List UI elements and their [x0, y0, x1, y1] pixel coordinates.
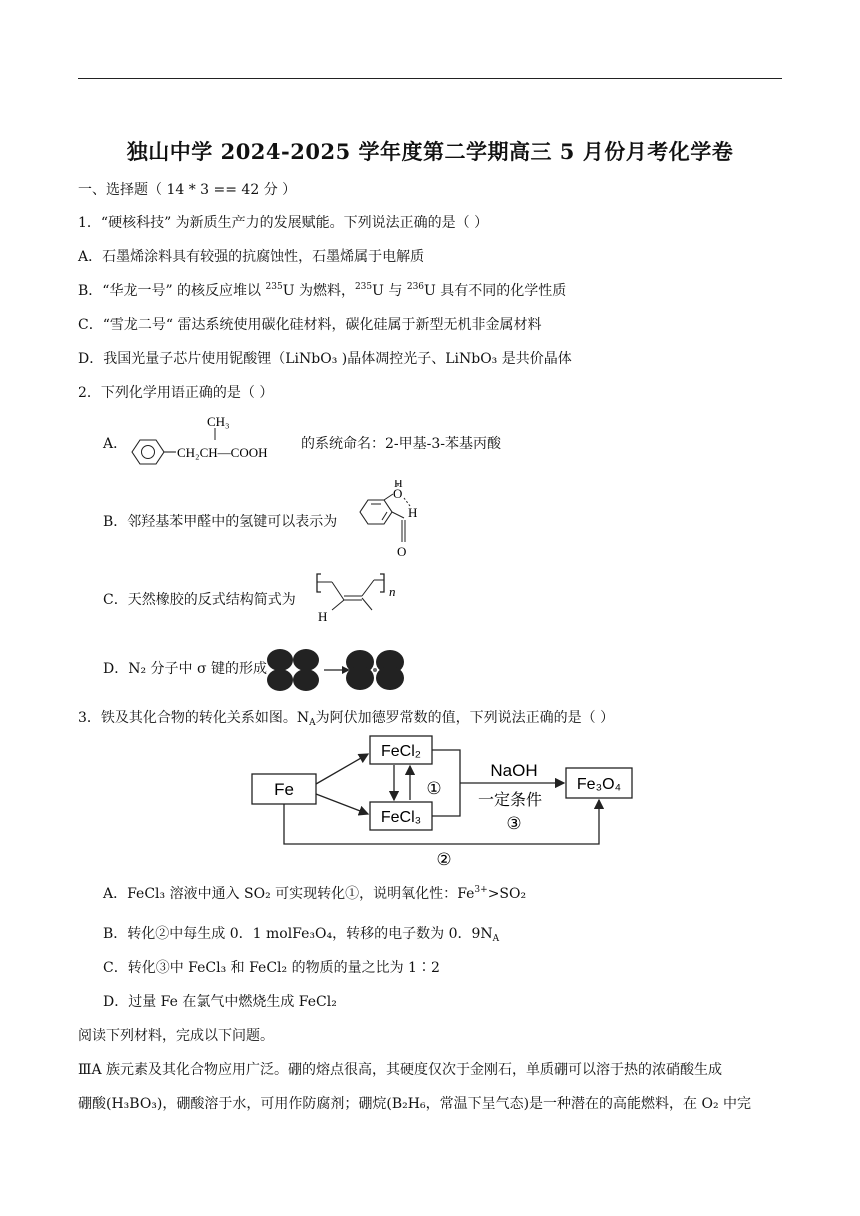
q1-option-d: D．我国光量子芯片使用铌酸锂（LiNbO₃ )晶体凋控光子、LiNbO₃ 是共价晶体: [78, 351, 572, 367]
condition-label: 一定条件: [477, 790, 543, 809]
q3-option-a: A．FeCl₃ 溶液中通入 SO₂ 可实现转化①，说明氧化性：$Fe^{3+}>SO_2$: [103, 885, 527, 902]
q2-b-structure: [352, 480, 422, 560]
circle-3: ③: [506, 814, 522, 834]
circle-2: ②: [436, 850, 452, 868]
header-rule: [78, 78, 782, 79]
q1-option-c: C．“雪龙二号“ 雷达系统使用碳化硅材料，碳化硅属于新型无机非金属材料: [78, 317, 542, 333]
q2-c-h: H: [318, 609, 328, 624]
q2-option-b-text: B．邻羟基苯甲醛中的氢键可以表示为: [103, 514, 338, 530]
q1-option-b: B．“华龙一号” 的核反应堆以 $^{235}$U 为燃料，$^{235}$U 与 $^{236}$U 具有不同的化学性质: [78, 282, 567, 299]
q2-d-orbital-diagram: [266, 648, 416, 692]
q2-c-n: n: [389, 584, 396, 599]
q3-stem: 3．铁及其化合物的转化关系如图。$N_A$为阿伏加德罗常数的值，下列说法正确的是（ ）: [78, 710, 615, 728]
circle-1: ①: [426, 779, 442, 799]
q2-option-a-label: A．: [103, 436, 128, 452]
q2-c-structure: [310, 566, 400, 624]
q2-a-structure: [128, 414, 300, 466]
q3-option-d: D．过量 Fe 在氯气中燃烧生成 FeCl₂: [103, 994, 337, 1010]
naoh-label: NaOH: [490, 761, 538, 780]
fe-label: Fe: [274, 780, 294, 799]
reading-instruction: 阅读下列材料，完成以下问题。: [78, 1028, 274, 1044]
q2-a-chain: CH₂CH—COOH: [177, 445, 268, 460]
iron-conversion-diagram: [248, 732, 640, 868]
q2-a-ch3: CH₃: [207, 414, 230, 429]
fecl3-label: FeCl₃: [380, 809, 422, 826]
q1-option-a: A．石墨烯涂料具有较强的抗腐蚀性，石墨烯属于电解质: [78, 249, 425, 265]
q2-b-o-top: O: [393, 486, 403, 501]
q1-stem: 1．“硬核科技” 为新质生产力的发展赋能。下列说法正确的是（ ）: [78, 215, 489, 231]
material-paragraph-line-2: 硼酸(H₃BO₃)，硼酸溶于水，可用作防腐剂；硼烷(B₂H₆，常温下呈气态)是一种潜在的高能燃料，在 O₂ 中完: [78, 1096, 752, 1112]
q3-option-c: C．转化③中 FeCl₃ 和 FeCl₂ 的物质的量之比为 1∶2: [103, 960, 440, 976]
q2-option-d-text: D．N₂ 分子中 σ 键的形成: [103, 661, 267, 677]
q2-b-h-top: H: [394, 480, 403, 490]
material-paragraph-line-1: ⅢA 族元素及其化合物应用广泛。硼的熔点很高，其硬度仅次于金刚石，单质硼可以溶于热的浓硝酸生成: [78, 1062, 723, 1078]
section-heading: 一、选择题（ 14 * 3 == 42 分 ）: [78, 182, 297, 198]
q2-option-a-text: 的系统命名：2-甲基-3-苯基丙酸: [301, 436, 502, 452]
q2-stem: 2．下列化学用语正确的是（ ）: [78, 385, 274, 401]
q2-b-h-right: H: [408, 505, 418, 520]
exam-title: 独山中学 2024-2025 学年度第二学期高三 5 月份月考化学卷: [126, 139, 734, 164]
q2-option-c-text: C．天然橡胶的反式结构简式为: [103, 592, 296, 608]
fecl2-label: FeCl₂: [381, 743, 421, 760]
q2-b-o-bottom: O: [397, 544, 407, 559]
fe3o4-label: Fe₃O₄: [576, 776, 622, 793]
q3-option-b: B．转化②中每生成 0．1 molFe₃O₄，转移的电子数为 0．$9N_A$: [103, 926, 500, 944]
